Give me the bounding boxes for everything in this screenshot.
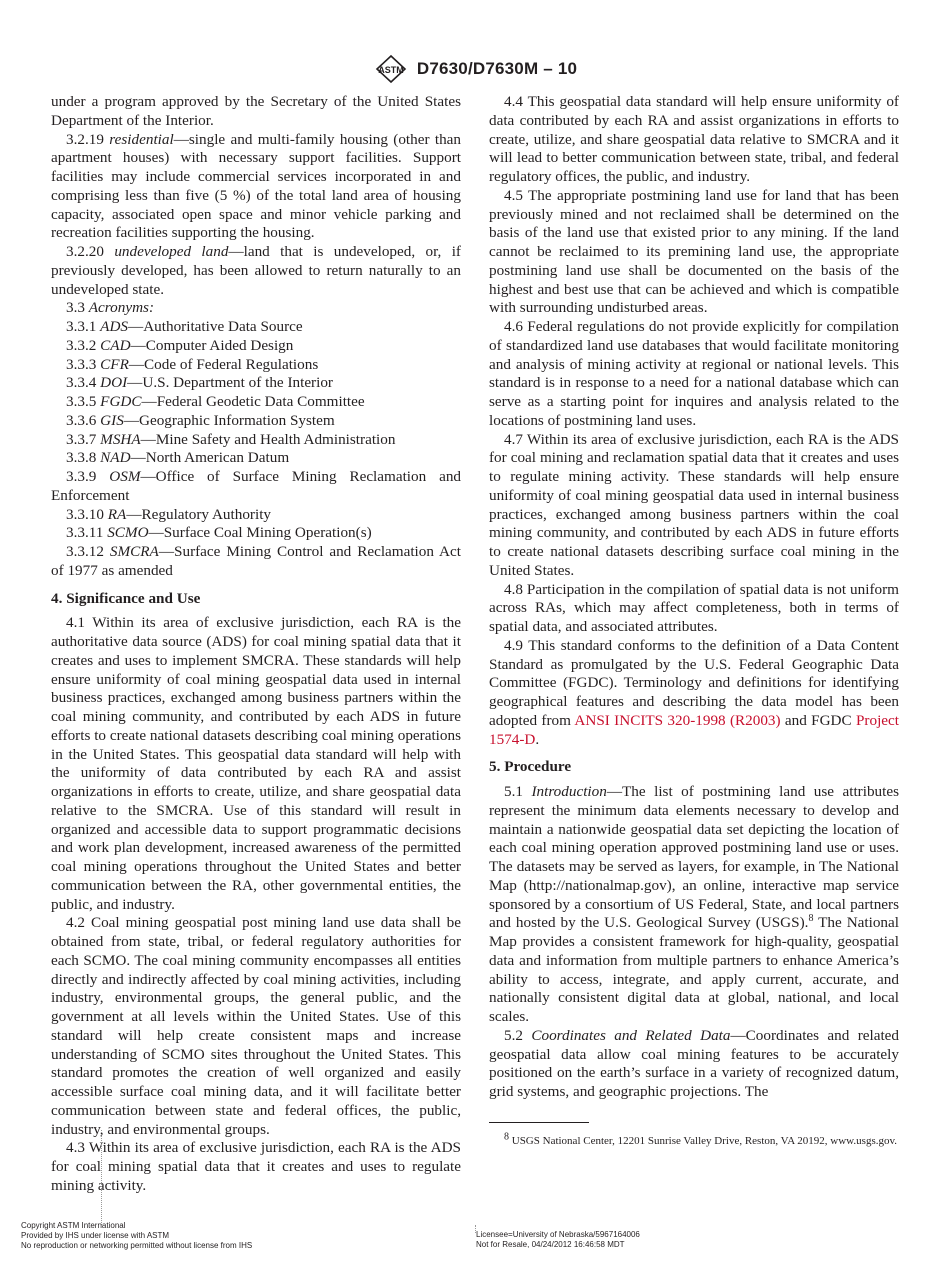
paragraph-4-8: 4.8 Participation in the compilation of spatial data is not uniform across RAs, which may affect completeness, both in terms of spatial data, and associated attributes.	[489, 580, 899, 635]
paragraph-4-5: 4.5 The appropriate postmining land use for land that has been previously mined and not reclaimed shall be determined on the basis of the land use that existed prior to any mining. If the land cannot be reclaimed to its premining land use, the appropriate postmining land use shall be documented on the basis of the highest and best use that can be achieved and which is compatible with surrounding undisturbed areas.	[489, 186, 899, 317]
left-column	[51, 93, 461, 1196]
paragraph-5-1: 5.1 Introduction—The list of postmining land use attributes represent the minimum data elements necessary to develop and maintain a nationwide geospatial data set depicting the location of each coal mining operation approved postmining land use or uses. The datasets may be served as layers, for example, in The National Map (http://nationalmap.gov), an online, interactive map service sponsored by a consortium of US Federal, State, and local partners and hosted by the U.S. Geological Survey (USGS).$^8$ The National Map provides a consistent framework for high-quality, geospatial data and information from multiple partners to enhance America’s ability to access, integrate, and apply current, accurate, and nationally consistent digital data at global, national, and local scales.	[489, 783, 900, 1025]
acronym-item: 3.3.8 NAD—North American Datum	[66, 449, 290, 467]
acronym-list	[51, 318, 461, 581]
acronym-item: 3.3.1 ADS—Authoritative Data Source	[66, 318, 303, 335]
acronym-item: 3.3.5 FGDC—Federal Geodetic Data Committee	[66, 393, 365, 410]
acronyms-heading: 3.3 Acronyms:	[66, 299, 155, 317]
acronym-item: 3.3.12 SMCRA—Surface Mining Control and Reclamation Act of 1977 as amended	[51, 543, 461, 579]
section-4-title: 4. Significance and Use	[51, 589, 201, 607]
reference-link-ansi[interactable]: ANSI INCITS 320-1998 (R2003)	[574, 711, 781, 729]
paragraph: under a program approved by the Secretary of the United States Department of the Interior.	[51, 93, 461, 129]
paragraph-4-1: 4.1 Within its area of exclusive jurisdiction, each RA is the authoritative data source (ADS) for coal mining spatial data that it creates and uses to implement SMCRA. These standards will help ensure uniformity of coal mining geospatial data used in internal business practices, exchanged among business partners within the coal mining community, and contributed by each ADS in future efforts to create national datasets describing coal mining operations in the United States. This geospatial data standard will help with the uniformity of data contributed by each RA and assist organizations in efforts to create, utilize, and share geospatial data relative to the SMCRA. Use of this standard will result in organized and accessible data to support programmatic decisions and work plan development, increased awareness of the permitted coal mining operations throughout the United States and better communication between the RA, other governmental entities, the public, and industry.	[51, 614, 461, 913]
definition-undeveloped-land: 3.2.20 undeveloped land—land that is undeveloped, or, if previously developed, has been allowed to return naturally to an undeveloped state.	[51, 243, 461, 298]
margin-mark	[101, 1130, 102, 1225]
paragraph-4-2: 4.2 Coal mining geospatial post mining land use data shall be obtained from state, tribal, or federal regulatory authorities for each SCMO. The coal mining community encompasses all entities directly and indirectly affected by coal mining activities, including industry, environmental groups, the general public, and the government at all levels within the United States. Use of this standard will help create consistent maps and increase understanding of SCMO sites throughout the United States. This standard promotes the creation of well organized and easily accessible surface coal mining data, and it will facilitate better communication between state and federal offices, the public, industry, and environmental groups.	[51, 914, 461, 1138]
paragraph-5-2: 5.2 Coordinates and Related Data—Coordinates and related geospatial data allow coal mining features to be accurately positioned on the earth’s surface in a variety of recognized datum, grid systems, and geographic projections. The	[489, 1026, 900, 1100]
acronym-item: 3.3.9 OSM—Office of Surface Mining Reclamation and Enforcement	[51, 468, 462, 504]
acronym-item: 3.3.2 CAD—Computer Aided Design	[66, 336, 294, 354]
footnote-8: $^8$ USGS National Center, 12201 Sunrise Valley Drive, Reston, VA 20192, www.usgs.gov.	[504, 1131, 898, 1147]
footer-copyright: Copyright ASTM International Provided by IHS under license with ASTM No reproduction or networking permitted without license from IHS	[21, 1221, 253, 1250]
definition-residential: 3.2.19 residential—single and multi-family housing (other than apartment houses) with necessary support facilities. Support facilities may include commercial services incorporated in and comprising less than five (5 %) of the total land area of housing capacity, associated open space and minor vehicle parking and recreation facilities supporting the housing.	[51, 130, 462, 242]
acronym-item: 3.3.4 DOI—U.S. Department of the Interior	[66, 374, 333, 392]
right-column	[489, 93, 899, 1149]
astm-logo-icon	[373, 54, 409, 84]
paragraph-4-6: 4.6 Federal regulations do not provide explicitly for compilation of standardized land use databases that would facilitate monitoring and analysis of mining activity at regional or national levels. This standard is in response to a need for a national database which can serve as a starting point for inquires and analysis related to the locations of postmining land uses.	[489, 318, 899, 429]
acronym-item: 3.3.10 RA—Regulatory Authority	[66, 505, 272, 523]
reference-link-fgdc[interactable]: Project 1574-D	[489, 711, 899, 748]
paragraph-4-9: 4.9 This standard conforms to the definition of a Data Content Standard as promulgated by the U.S. Federal Geographic Data Committee (FGDC). Terminology and definitions for identifying geographical features and describing the data model has been adopted from ANSI INCITS 320-1998 (R2003) and FGDC Project 1574-D.	[489, 636, 899, 748]
page-header	[0, 52, 950, 86]
acronym-item: 3.3.11 SCMO—Surface Coal Mining Operation(s)	[66, 524, 372, 542]
acronym-item: 3.3.7 MSHA—Mine Safety and Health Administration	[66, 430, 396, 448]
paragraph-4-7: 4.7 Within its area of exclusive jurisdiction, each RA is the ADS for coal mining and reclamation spatial data that it creates and uses to regulate mining activity. These standards will help ensure uniformity of coal mining geospatial data used in internal business practices, exchanged among business partners within the coal mining community, and contributed by each ADS in future efforts to create national datasets describing surface coal mining in the United States.	[489, 430, 899, 579]
paragraph-4-3: 4.3 Within its area of exclusive jurisdiction, each RA is the ADS for coal mining spatial data that it creates and uses to regulate mining activity.	[51, 1139, 461, 1194]
footer-license: Licensee=University of Nebraska/5967164006 Not for Resale, 04/24/2012 16:46:58 MDT	[476, 1230, 640, 1249]
footnote-divider	[489, 1122, 589, 1123]
acronym-item: 3.3.6 GIS—Geographic Information System	[66, 411, 335, 429]
section-5-title: 5. Procedure	[489, 758, 572, 776]
svg-text:ASTM: ASTM	[378, 65, 404, 75]
document-id: D7630/D7630M – 10	[416, 59, 578, 78]
acronym-item: 3.3.3 CFR—Code of Federal Regulations	[66, 355, 319, 373]
paragraph-4-4: 4.4 This geospatial data standard will help ensure uniformity of data contributed by each RA and assist organizations in efforts to create, utilize, and share geospatial data relative to SMCRA and it will lead to better communication between state, tribal, and federal regulatory offices, the public, and industry.	[489, 93, 899, 185]
